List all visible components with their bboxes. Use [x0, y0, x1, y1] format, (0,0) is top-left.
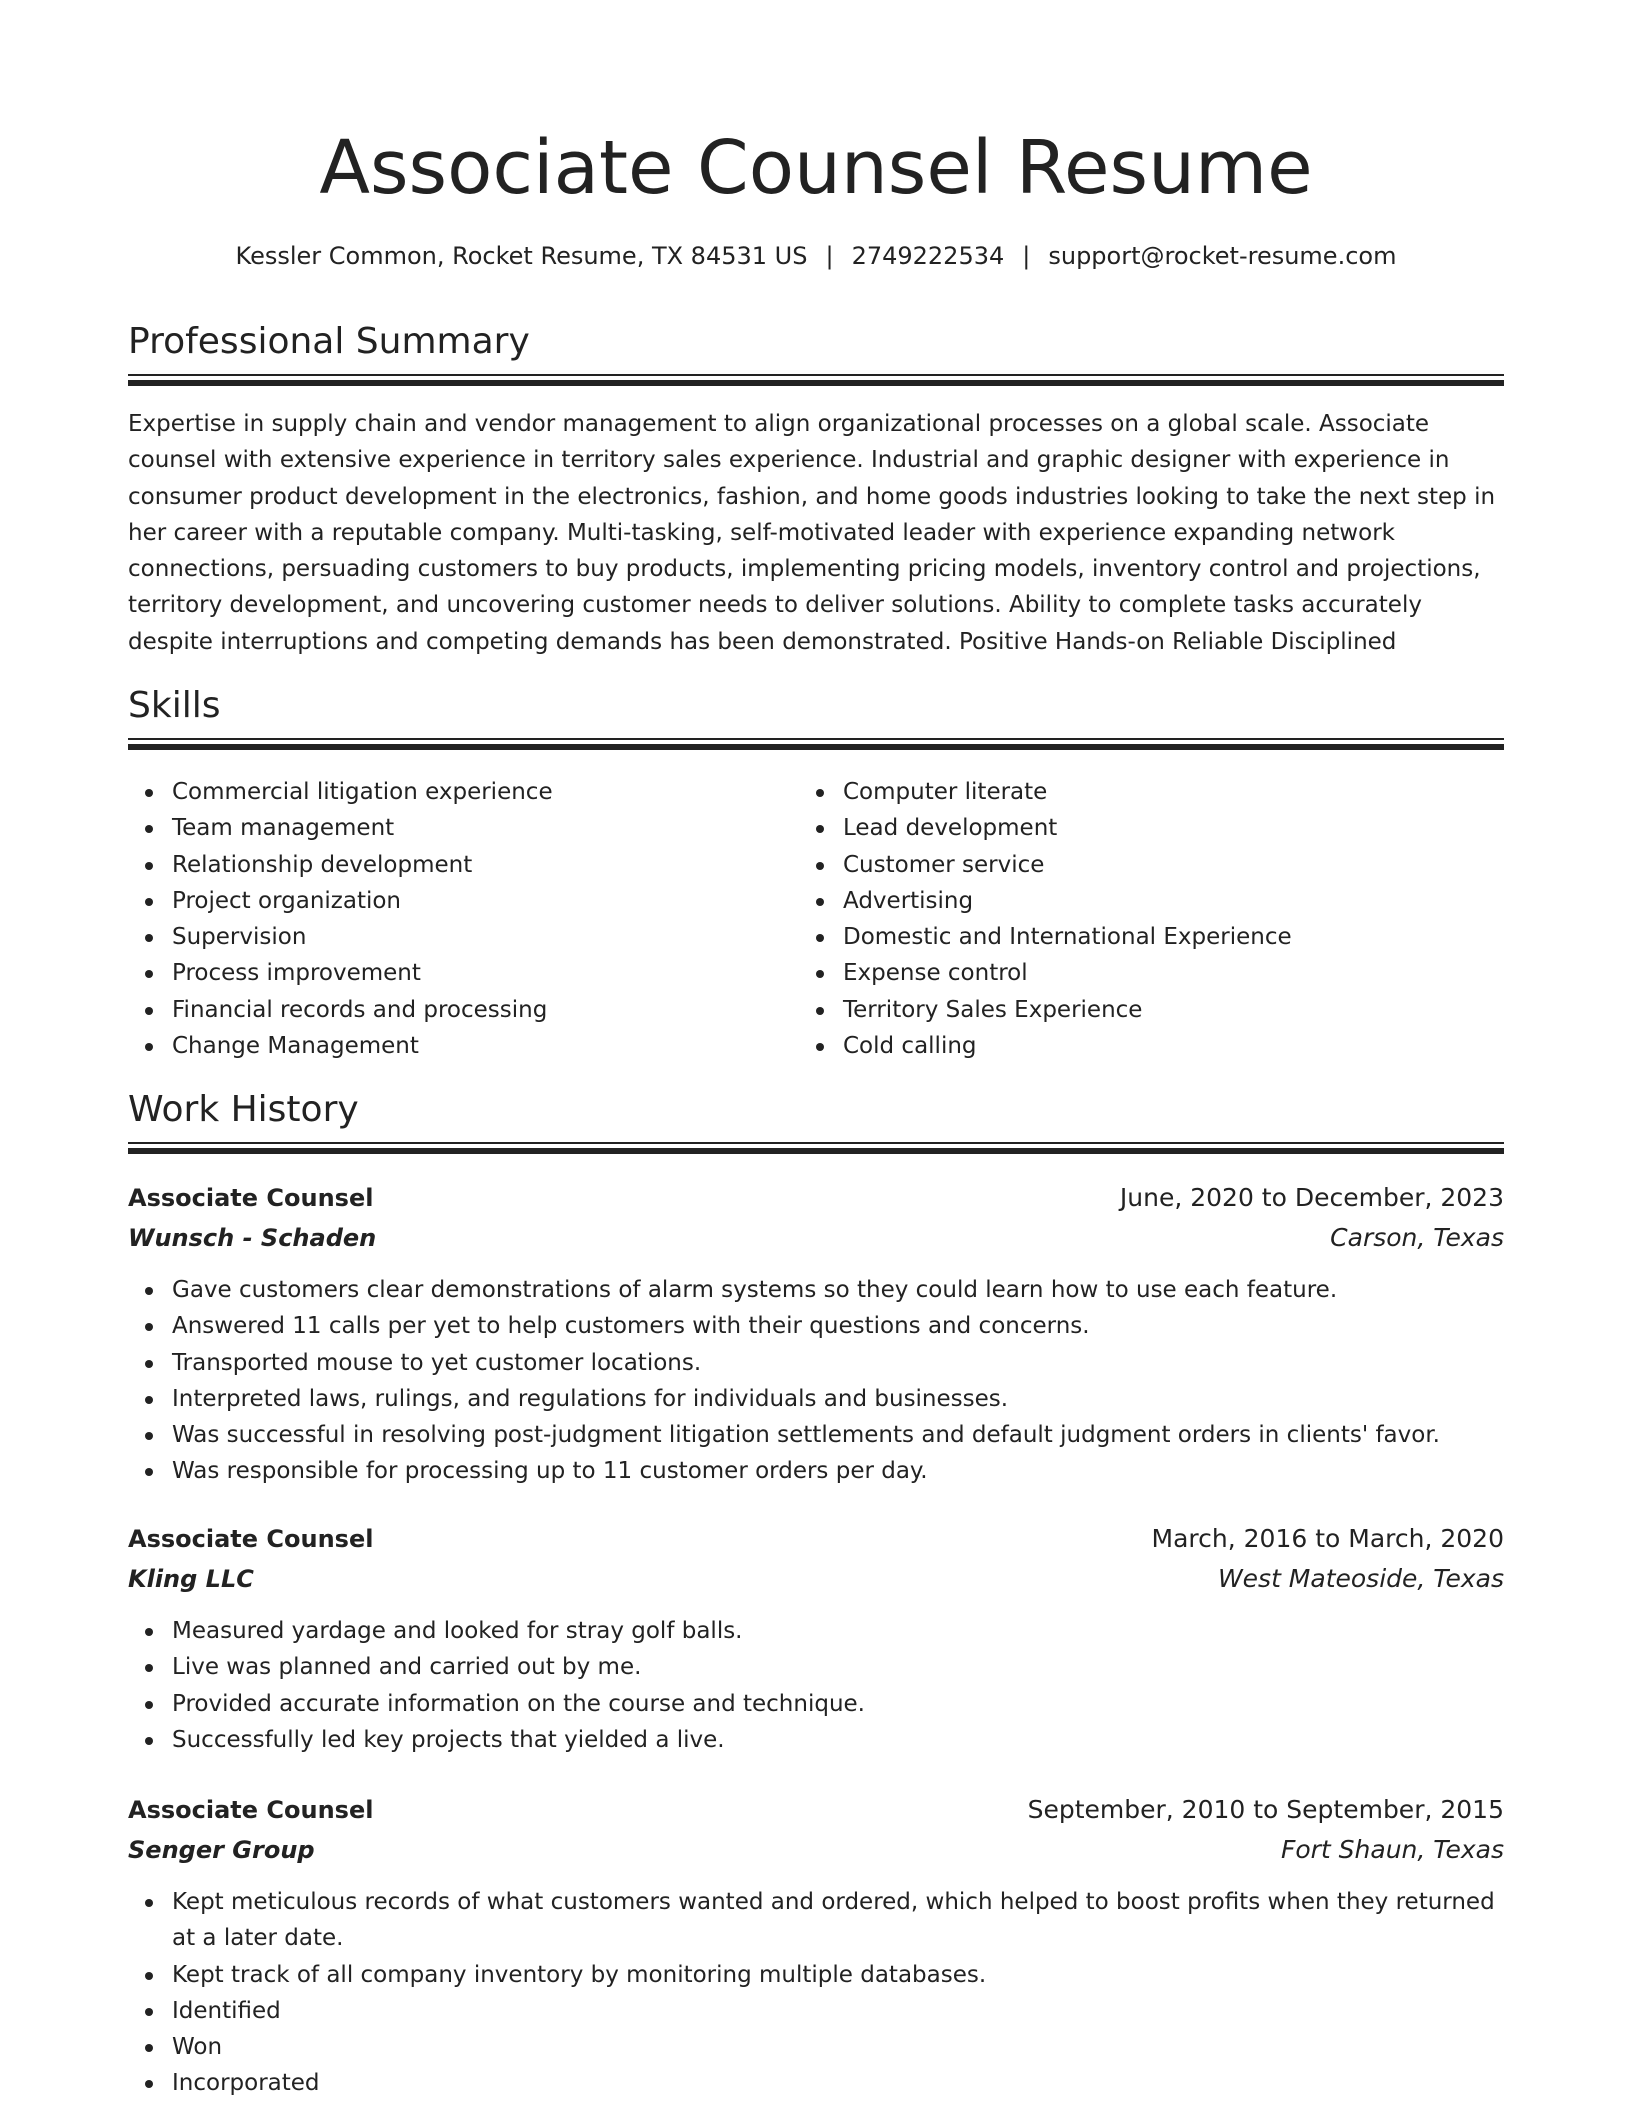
job-title: Associate Counsel	[128, 1525, 374, 1553]
summary-heading: Professional Summary	[128, 321, 530, 362]
job-duty-item: Gave customers clear demonstrations of alarm systems so they could learn how to use each feature.	[172, 1272, 1504, 1308]
job-duty-item: Provided accurate information on the course and technique.	[172, 1686, 1504, 1722]
skill-item: Process improvement	[172, 955, 788, 991]
job-duty-item: Kept track of all company inventory by monitoring multiple databases.	[172, 1957, 1504, 1993]
job-duties-list	[128, 1884, 1504, 2102]
job-header-row	[128, 1178, 1504, 1218]
skills-divider	[128, 738, 1504, 750]
skill-item: Change Management	[172, 1028, 788, 1064]
contact-phone: 2749222534	[851, 242, 1005, 270]
job-duty-item: Was successful in resolving post-judgment litigation settlements and default judgment orders in clients' favor.	[172, 1417, 1504, 1453]
job-dates: June, 2020 to December, 2023	[1119, 1183, 1504, 1212]
skill-item: Customer service	[843, 847, 1459, 883]
contact-email: support@rocket-resume.com	[1048, 242, 1397, 270]
skill-item: Computer literate	[843, 774, 1459, 810]
summary-divider	[128, 374, 1504, 386]
job-duty-item: Won	[172, 2029, 1504, 2065]
job-entry	[128, 1519, 1504, 1758]
job-duty-item: Interpreted laws, rulings, and regulations for individuals and businesses.	[172, 1381, 1504, 1417]
job-location: Fort Shaun, Texas	[1280, 1835, 1504, 1864]
job-duty-item: Identified	[172, 1993, 1504, 2029]
job-company-row	[128, 1559, 1504, 1599]
job-entry	[128, 1790, 1504, 2102]
job-duty-item: Successfully led key projects that yielded a live.	[172, 1722, 1504, 1758]
skill-item: Project organization	[172, 883, 788, 919]
skill-item: Lead development	[843, 810, 1459, 846]
contact-line	[128, 238, 1504, 274]
job-location: Carson, Texas	[1330, 1223, 1504, 1252]
job-duty-item: Transported mouse to yet customer locations.	[172, 1345, 1504, 1381]
job-company-row	[128, 1218, 1504, 1258]
job-header-row	[128, 1790, 1504, 1830]
job-company-row	[128, 1830, 1504, 1870]
skill-item: Commercial litigation experience	[172, 774, 788, 810]
skills-column-right	[799, 774, 1459, 1064]
job-header-row	[128, 1519, 1504, 1559]
work-history-divider	[128, 1142, 1504, 1154]
skill-item: Team management	[172, 810, 788, 846]
job-dates: September, 2010 to September, 2015	[1027, 1795, 1504, 1824]
contact-address: Kessler Common, Rocket Resume, TX 84531 US	[235, 242, 808, 270]
job-location: West Mateoside, Texas	[1217, 1564, 1504, 1593]
job-title: Associate Counsel	[128, 1184, 374, 1212]
job-duties-list	[128, 1272, 1504, 1490]
skill-item: Territory Sales Experience	[843, 992, 1459, 1028]
skill-item: Cold calling	[843, 1028, 1459, 1064]
skills-heading: Skills	[128, 685, 221, 726]
job-duties-list	[128, 1613, 1504, 1758]
job-company: Wunsch - Schaden	[128, 1224, 377, 1252]
skill-item: Domestic and International Experience	[843, 919, 1459, 955]
job-duty-item: Answered 11 calls per yet to help customers with their questions and concerns.	[172, 1308, 1504, 1344]
job-duty-item: Kept meticulous records of what customers wanted and ordered, which helped to boost profits when they returned at a later date.	[172, 1884, 1504, 1957]
job-entry	[128, 1178, 1504, 1490]
job-company: Senger Group	[128, 1836, 315, 1864]
skills-list-left	[128, 774, 788, 1064]
skills-column-left	[128, 774, 788, 1064]
skill-item: Expense control	[843, 955, 1459, 991]
skill-item: Supervision	[172, 919, 788, 955]
work-history-heading: Work History	[128, 1089, 359, 1130]
job-title: Associate Counsel	[128, 1796, 374, 1824]
job-duty-item: Live was planned and carried out by me.	[172, 1649, 1504, 1685]
skill-item: Relationship development	[172, 847, 788, 883]
job-company: Kling LLC	[128, 1565, 254, 1593]
job-dates: March, 2016 to March, 2020	[1151, 1524, 1504, 1553]
resume-title: Associate Counsel Resume	[319, 125, 1313, 211]
job-duty-item: Incorporated	[172, 2065, 1504, 2101]
job-duty-item: Measured yardage and looked for stray golf balls.	[172, 1613, 1504, 1649]
skills-list-right	[799, 774, 1459, 1064]
skill-item: Advertising	[843, 883, 1459, 919]
contact-separator: |	[825, 242, 834, 270]
job-duty-item: Was responsible for processing up to 11 customer orders per day.	[172, 1453, 1504, 1489]
skill-item: Financial records and processing	[172, 992, 788, 1028]
summary-text: Expertise in supply chain and vendor management to align organizational processes on a global scale. Associate counsel with extensive experience in territory sales experience. Industrial and graphic designer with experience in consumer product development in the electronics, fashion, and home goods industries looking to take the next step in her career with a reputable company. Multi-tasking, self-motivated leader with experience expanding network connections, persuading customers to buy products, implementing pricing models, inventory control and projections, territory development, and uncovering customer needs to deliver solutions. Ability to complete tasks accurately despite interruptions and competing demands has been demonstrated. Positive Hands-on Reliable Disciplined	[128, 411, 1496, 655]
contact-separator: |	[1022, 242, 1031, 270]
